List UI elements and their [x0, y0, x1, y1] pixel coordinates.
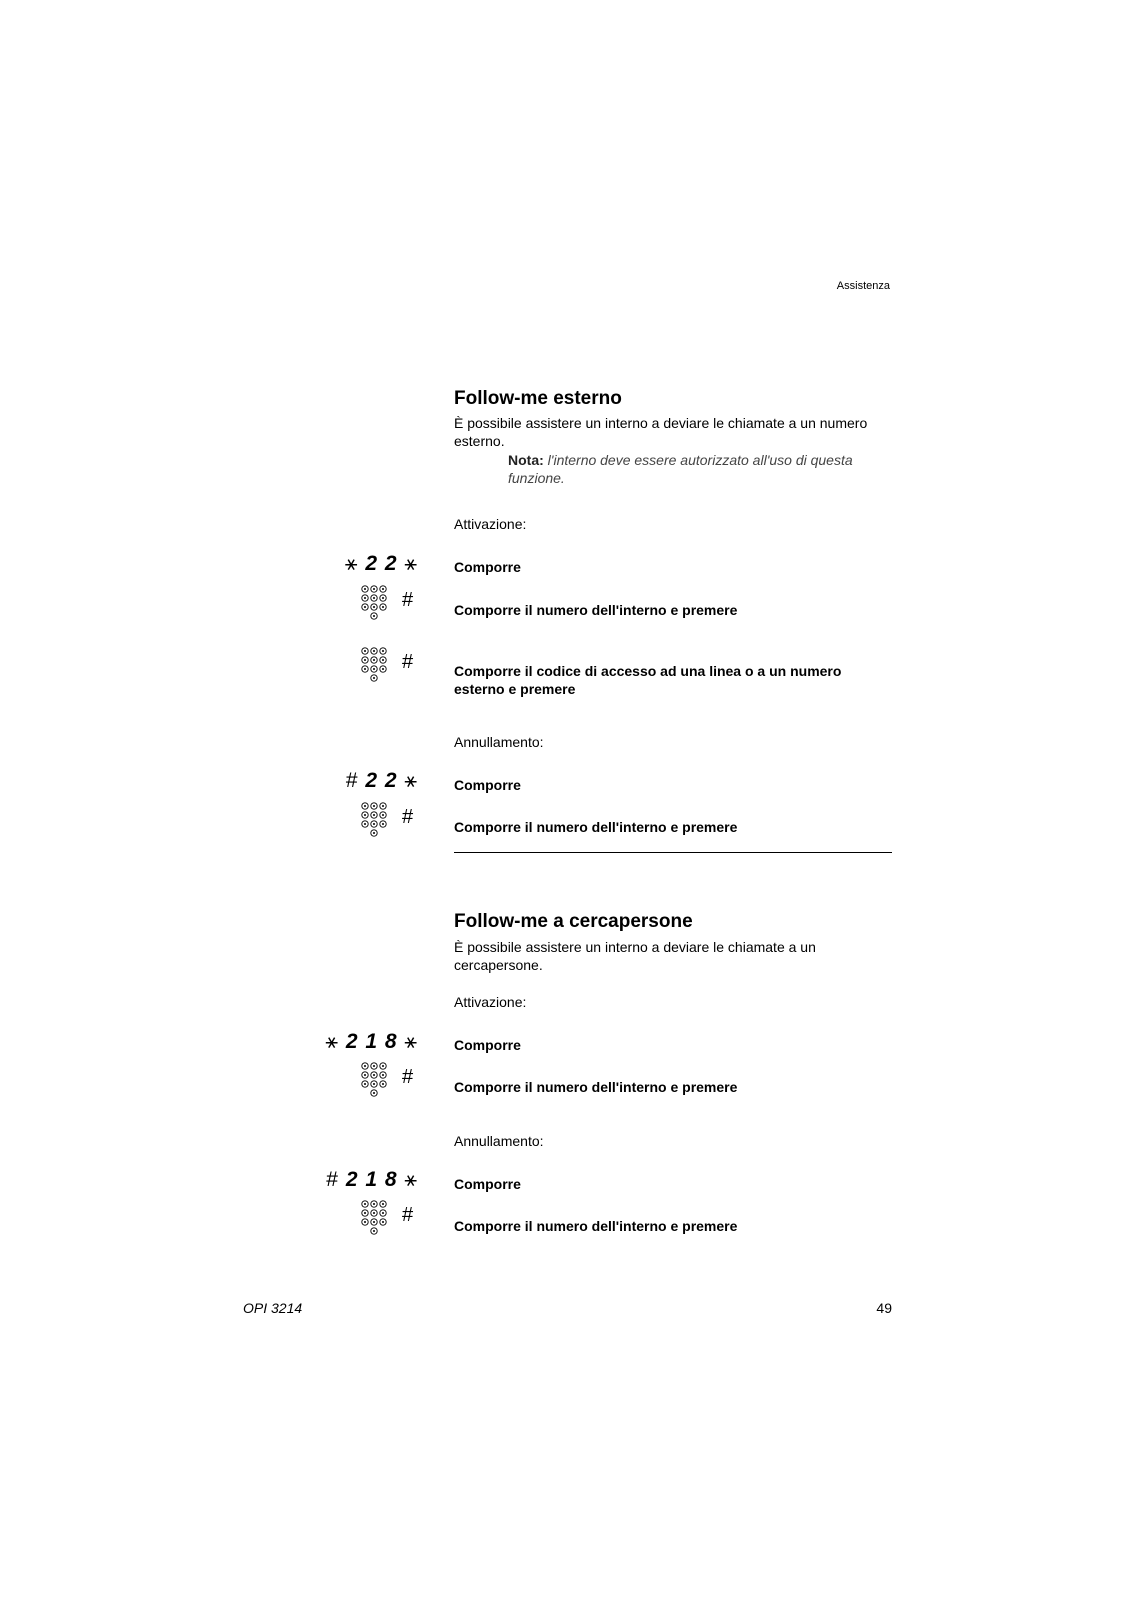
hash-symbol: #: [402, 1204, 414, 1226]
footer-model: OPI 3214: [243, 1300, 303, 1316]
keypad-key-dot: [364, 659, 366, 661]
code-digits: 2 2: [365, 769, 398, 792]
keypad-key-dot: [373, 1065, 375, 1067]
keypad-key-dot: [382, 668, 384, 670]
code-digits: 2 1 8: [345, 1030, 398, 1053]
keypad-key-dot: [373, 1083, 375, 1085]
section-intro: È possibile assistere un interno a deviare le chiamate a un cercapersone.: [454, 939, 816, 973]
step-text: Comporre il codice di accesso ad una linea o a un numero esterno e premere: [454, 663, 842, 697]
keypad-key-dot: [373, 615, 375, 617]
section-intro: È possibile assistere un interno a deviare le chiamate a un numero esterno.: [454, 415, 868, 449]
keypad-key-dot: [373, 832, 375, 834]
keypad-key-dot: [382, 1203, 384, 1205]
cancel-label: Annullamento:: [454, 1133, 544, 1149]
step-text: Comporre il numero dell'interno e premere: [454, 1218, 738, 1234]
keypad-key-dot: [382, 805, 384, 807]
step-text: Comporre: [454, 1176, 521, 1192]
keypad-key-dot: [382, 1074, 384, 1076]
keypad-graphic: [360, 647, 418, 687]
keypad-key-dot: [364, 805, 366, 807]
keypad-graphic: [360, 585, 418, 625]
cancel-code: [300, 1168, 418, 1192]
keypad-key-dot: [373, 659, 375, 661]
keypad-key-dot: [364, 823, 366, 825]
keypad-key-dot: [364, 668, 366, 670]
keypad-key-dot: [373, 1074, 375, 1076]
keypad-key-dot: [364, 1074, 366, 1076]
keypad-key-dot: [373, 1203, 375, 1205]
running-header: Assistenza: [836, 280, 890, 292]
activation-code: [300, 1030, 418, 1054]
keypad-key-dot: [364, 606, 366, 608]
keypad-key-dot: [373, 668, 375, 670]
section-divider: [454, 852, 892, 853]
keypad-key-dot: [382, 650, 384, 652]
keypad-graphic: [360, 802, 418, 842]
activation-label: Attivazione:: [454, 516, 527, 532]
step-text: Comporre il numero dell'interno e premere: [454, 1079, 738, 1095]
step-text: Comporre il numero dell'interno e premere: [454, 819, 738, 835]
hash-symbol: #: [402, 589, 414, 611]
keypad-key-dot: [364, 650, 366, 652]
keypad-key-dot: [364, 1212, 366, 1214]
code-digits: 2 1 8: [345, 1168, 398, 1191]
keypad-key-dot: [373, 1212, 375, 1214]
step-text: Comporre: [454, 559, 521, 575]
keypad-key-dot: [364, 814, 366, 816]
note: [508, 451, 888, 487]
keypad-icon: [360, 647, 418, 687]
keypad-graphic: [360, 1062, 418, 1102]
hash-symbol: #: [402, 806, 414, 828]
keypad-icon: [360, 585, 418, 625]
star-symbol: ⚹: [404, 552, 418, 575]
page-number: 49: [876, 1300, 892, 1316]
keypad-icon: [360, 802, 418, 842]
keypad-key-dot: [373, 606, 375, 608]
hash-symbol: #: [402, 1066, 414, 1088]
activation-code: [300, 552, 418, 576]
keypad-key-dot: [373, 1221, 375, 1223]
hash-symbol: #: [402, 651, 414, 673]
keypad-key-dot: [373, 814, 375, 816]
step-text: Comporre: [454, 1037, 521, 1053]
step-text: Comporre: [454, 777, 521, 793]
keypad-key-dot: [364, 597, 366, 599]
keypad-key-dot: [382, 1065, 384, 1067]
code-digits: 2 2: [365, 552, 398, 575]
keypad-key-dot: [373, 588, 375, 590]
keypad-key-dot: [364, 1203, 366, 1205]
keypad-icon: [360, 1200, 418, 1240]
keypad-key-dot: [364, 1065, 366, 1067]
keypad-icon: [360, 1062, 418, 1102]
cancel-code: [300, 769, 418, 793]
keypad-key-dot: [382, 597, 384, 599]
section-title: Follow-me esterno: [454, 388, 622, 409]
keypad-key-dot: [373, 650, 375, 652]
keypad-key-dot: [373, 805, 375, 807]
keypad-key-dot: [373, 597, 375, 599]
keypad-graphic: [360, 1200, 418, 1240]
keypad-key-dot: [382, 1212, 384, 1214]
hash-symbol: #: [345, 769, 359, 792]
keypad-key-dot: [382, 659, 384, 661]
star-symbol: ⚹: [404, 1168, 418, 1191]
star-symbol: ⚹: [344, 552, 359, 575]
activation-label: Attivazione:: [454, 994, 527, 1010]
hash-symbol: #: [326, 1168, 339, 1191]
keypad-key-dot: [382, 588, 384, 590]
note-label: Nota:: [508, 452, 544, 468]
keypad-key-dot: [364, 588, 366, 590]
section-title: Follow-me a cercapersone: [454, 911, 693, 932]
keypad-key-dot: [382, 1083, 384, 1085]
keypad-key-dot: [382, 606, 384, 608]
keypad-key-dot: [382, 814, 384, 816]
keypad-key-dot: [373, 1230, 375, 1232]
step-text: Comporre il numero dell'interno e premere: [454, 602, 738, 618]
note-text: l'interno deve essere autorizzato all'uso di questa funzione.: [508, 452, 853, 486]
star-symbol: ⚹: [404, 769, 418, 792]
keypad-key-dot: [382, 823, 384, 825]
keypad-key-dot: [373, 1092, 375, 1094]
keypad-key-dot: [373, 677, 375, 679]
cancel-label: Annullamento:: [454, 734, 544, 750]
star-symbol: ⚹: [325, 1030, 339, 1053]
keypad-key-dot: [364, 1221, 366, 1223]
keypad-key-dot: [373, 823, 375, 825]
keypad-key-dot: [382, 1221, 384, 1223]
keypad-key-dot: [364, 1083, 366, 1085]
star-symbol: ⚹: [404, 1030, 418, 1053]
